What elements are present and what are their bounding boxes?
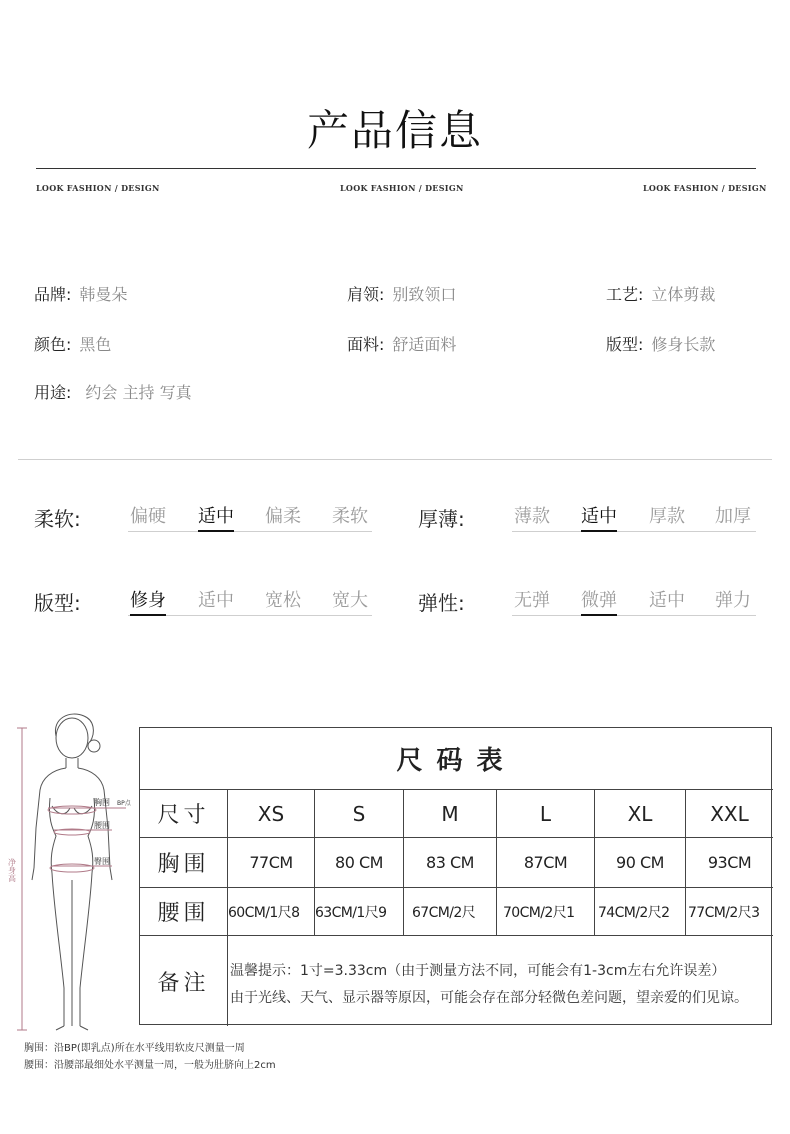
elasticity-option-selected: 微弹 (581, 590, 617, 611)
fit-option: 适中 (198, 590, 234, 611)
fit-option-selected: 修身 (130, 590, 166, 611)
elasticity-option: 适中 (649, 590, 685, 611)
thickness-option-selected: 适中 (581, 506, 617, 527)
info-value: 黑色 (79, 335, 112, 354)
tagline-right: LOOK FASHION / DESIGN (643, 183, 767, 193)
tagline-left: LOOK FASHION / DESIGN (36, 183, 160, 193)
softness-option: 柔软 (332, 506, 368, 527)
measurement-figure (8, 708, 140, 1038)
fit-option: 宽松 (265, 590, 301, 611)
elasticity-option: 弹力 (715, 590, 751, 611)
waist-value: 74CM/2尺2 (595, 888, 686, 936)
info-collar (347, 282, 456, 305)
info-usage (34, 380, 192, 403)
info-fabric (347, 332, 456, 355)
size-label-cell: 尺寸 (140, 790, 228, 838)
waist-label-cell: 腰围 (140, 888, 228, 936)
bust-label-cell: 胸围 (140, 838, 228, 888)
waist-value: 77CM/2尺3 (686, 888, 773, 936)
title-divider (36, 168, 756, 169)
info-key: 品牌: (34, 285, 72, 304)
selection-marker (581, 530, 617, 532)
size-table (139, 727, 772, 1025)
info-key: 用途: (34, 383, 72, 402)
attr-thickness-label: 厚薄: (418, 507, 465, 531)
note-bust: 胸围：沿BP(即乳点)所在水平线用软皮尺测量一周 (24, 1043, 245, 1054)
info-value: 立体剪裁 (651, 285, 716, 304)
info-key: 工艺: (606, 285, 644, 304)
section-divider (18, 459, 772, 460)
tagline-center: LOOK FASHION / DESIGN (340, 183, 464, 193)
info-value: 舒适面料 (392, 335, 457, 354)
waist-value: 67CM/2尺 (404, 888, 497, 936)
figure-waist-label: 腰围 (94, 821, 110, 830)
info-value: 别致领口 (392, 285, 457, 304)
size-m: M (404, 790, 497, 838)
waist-value: 60CM/1尺8 (228, 888, 315, 936)
bust-value: 90 CM (595, 838, 686, 888)
bust-value: 93CM (686, 838, 773, 888)
info-value: 约会 主持 写真 (85, 383, 192, 402)
size-xl: XL (595, 790, 686, 838)
info-value: 韩曼朵 (79, 285, 128, 304)
selection-marker (198, 530, 234, 532)
attr-fit-label: 版型: (34, 591, 81, 615)
attr-softness-label: 柔软: (34, 507, 81, 531)
size-xxl: XXL (686, 790, 773, 838)
bust-value: 83 CM (404, 838, 497, 888)
softness-option: 偏柔 (265, 506, 301, 527)
waist-value: 70CM/2尺1 (497, 888, 595, 936)
softness-option: 偏硬 (130, 506, 166, 527)
page-title: 产品信息 (306, 106, 483, 155)
size-table-title: 尺码表 (140, 728, 773, 790)
figure-bust-label: 胸围 (94, 798, 110, 807)
bust-value: 87CM (497, 838, 595, 888)
info-key: 肩领: (347, 285, 385, 304)
body-outline-icon (8, 708, 140, 1038)
attr-elasticity-label: 弹性: (418, 591, 465, 615)
selection-marker (581, 614, 617, 616)
size-s: S (315, 790, 404, 838)
scale-line (512, 531, 756, 532)
scale-line (128, 531, 372, 532)
info-brand (34, 282, 127, 305)
bust-value: 80 CM (315, 838, 404, 888)
info-color (34, 332, 111, 355)
info-fit (606, 332, 715, 355)
info-key: 版型: (606, 335, 644, 354)
selection-marker (130, 614, 166, 616)
thickness-option: 薄款 (514, 506, 550, 527)
info-key: 面料: (347, 335, 385, 354)
remark-line-2: 由于光线、天气、显示器等原因，可能会存在部分轻微色差问题，望亲爱的们见谅。 (230, 990, 748, 1006)
fit-option: 宽大 (332, 590, 368, 611)
info-key: 颜色: (34, 335, 72, 354)
figure-bp-label: BP点 (117, 800, 131, 807)
info-value: 修身长款 (651, 335, 716, 354)
remark-line-1: 温馨提示：1寸=3.33cm（由于测量方法不同，可能会有1-3cm左右允许误差） (230, 963, 726, 979)
size-xs: XS (228, 790, 315, 838)
remark-label-cell: 备注 (140, 936, 228, 1026)
thickness-option: 厚款 (649, 506, 685, 527)
figure-height-label: 净身高 (8, 858, 17, 882)
figure-hip-label: 臀围 (94, 857, 110, 866)
softness-option-selected: 适中 (198, 506, 234, 527)
bust-value: 77CM (228, 838, 315, 888)
elasticity-option: 无弹 (514, 590, 550, 611)
info-craft (606, 282, 715, 305)
thickness-option: 加厚 (715, 506, 751, 527)
scale-line (512, 615, 756, 616)
note-waist: 腰围：沿腰部最细处水平测量一周，一般为肚脐向上2cm (24, 1060, 276, 1071)
waist-value: 63CM/1尺9 (315, 888, 404, 936)
size-l: L (497, 790, 595, 838)
